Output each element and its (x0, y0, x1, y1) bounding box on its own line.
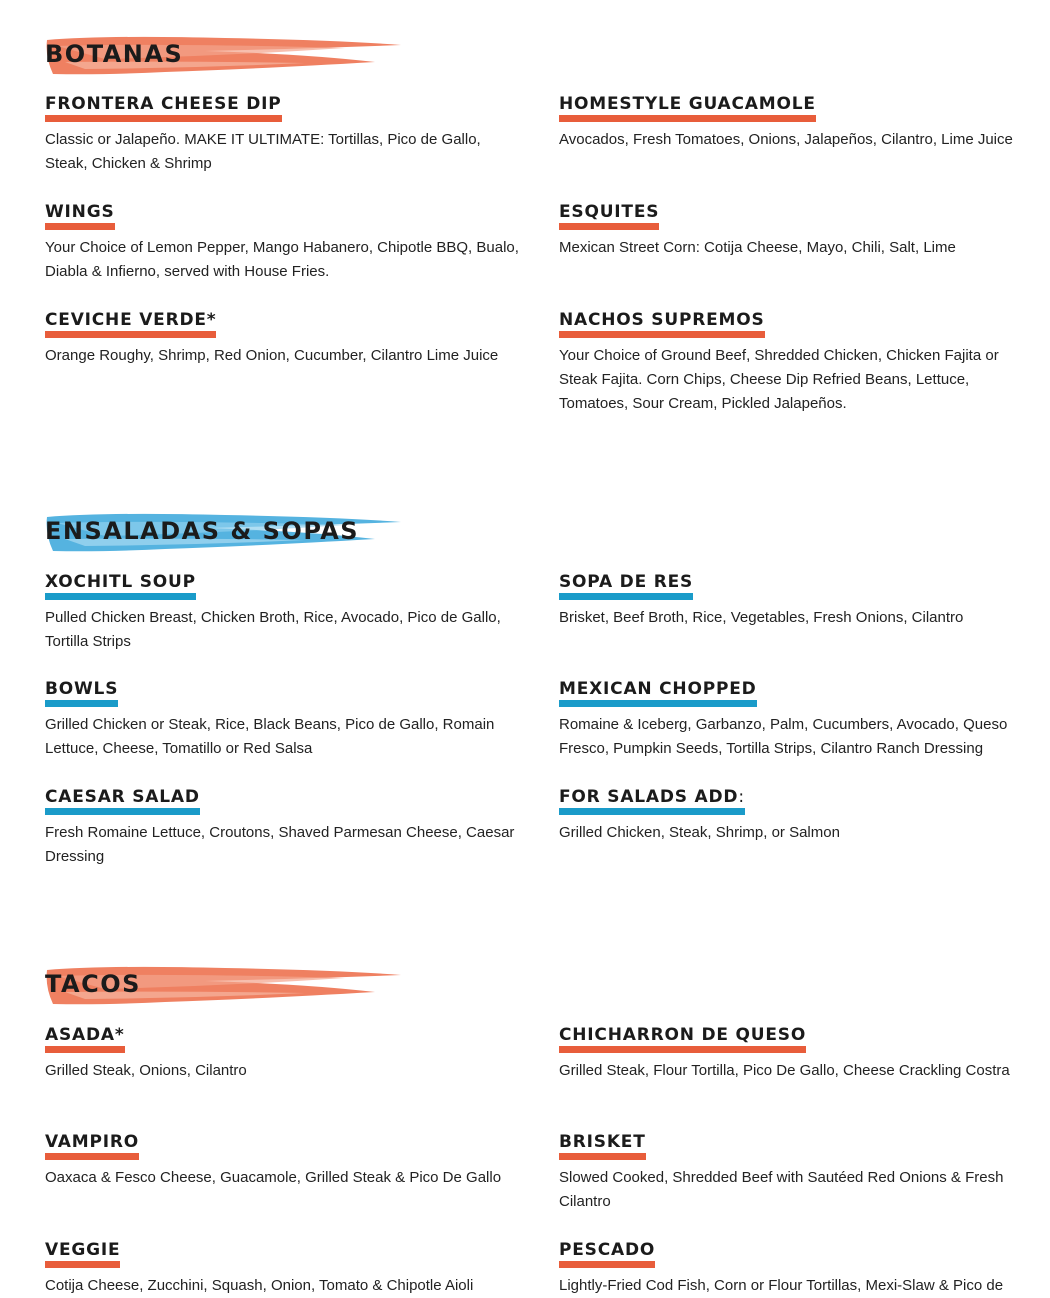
item-description: Grilled Steak, Onions, Cilantro (45, 1062, 247, 1079)
item-title: VEGGIE (45, 1240, 120, 1268)
item-description: Grilled Chicken, Steak, Shrimp, or Salmon (559, 824, 840, 841)
item-description: Avocados, Fresh Tomatoes, Onions, Jalapeños, Cilantro, Lime Juice (559, 131, 1013, 148)
item-description: Cotija Cheese, Zucchini, Squash, Onion, Tomato & Chipotle Aioli (45, 1277, 474, 1294)
item-description: Oaxaca & Fesco Cheese, Guacamole, Grilled Steak & Pico De Gallo (45, 1169, 502, 1186)
item-title (559, 787, 745, 815)
menu-item-mexican-chopped (559, 679, 1039, 761)
section-title-tacos: TACOS (45, 970, 141, 998)
item-description: Romaine & Iceberg, Garbanzo, Palm, Cucumbers, Avocado, Queso Fresco, Pumpkin Seeds, Tortilla Strips, Cilantro Ranch Dressing (559, 716, 1008, 757)
section-title-botanas: BOTANAS (45, 40, 184, 68)
item-title: CHICHARRON DE QUESO (559, 1025, 806, 1053)
item-title: BOWLS (45, 679, 118, 707)
menu-item-brisket (559, 1132, 1039, 1214)
item-description: Grilled Steak, Flour Tortilla, Pico De Gallo, Cheese Crackling Costra (559, 1062, 1010, 1079)
menu-item-for-salads-add (559, 787, 1039, 845)
item-description: Your Choice of Ground Beef, Shredded Chicken, Chicken Fajita or Steak Fajita. Corn Chips, Cheese Dip Refried Beans, Lettuce, Tomatoes, Sour Cream, Pickled Jalapeños. (559, 347, 999, 412)
menu-item-ceviche-verde (45, 310, 525, 368)
menu-item-veggie (45, 1240, 525, 1298)
menu-item-wings (45, 202, 525, 284)
menu-item-sopa-de-res (559, 572, 1039, 630)
item-description: Brisket, Beef Broth, Rice, Vegetables, Fresh Onions, Cilantro (559, 609, 964, 626)
item-title: NACHOS SUPREMOS (559, 310, 765, 338)
menu-item-caesar-salad (45, 787, 525, 869)
menu-item-chicharron-de-queso (559, 1025, 1039, 1083)
item-description: Grilled Chicken or Steak, Rice, Black Beans, Pico de Gallo, Romain Lettuce, Cheese, Tomatillo or Red Salsa (45, 716, 495, 757)
item-title: SOPA DE RES (559, 572, 693, 600)
menu-item-esquites (559, 202, 1039, 260)
item-title: CAESAR SALAD (45, 787, 200, 815)
item-description: Your Choice of Lemon Pepper, Mango Habanero, Chipotle BBQ, Bualo, Diabla & Infierno, served with House Fries. (45, 239, 519, 280)
item-title: MEXICAN CHOPPED (559, 679, 757, 707)
item-description: Mexican Street Corn: Cotija Cheese, Mayo, Chili, Salt, Lime (559, 239, 956, 256)
item-description: Classic or Jalapeño. MAKE IT ULTIMATE: Tortillas, Pico de Gallo, Steak, Chicken & Shrimp (45, 131, 481, 172)
item-description: Slowed Cooked, Shredded Beef with Sautéed Red Onions & Fresh Cilantro (559, 1169, 1004, 1210)
item-description: Fresh Romaine Lettuce, Croutons, Shaved Parmesan Cheese, Caesar Dressing (45, 824, 515, 865)
item-description: Lightly-Fried Cod Fish, Corn or Flour Tortillas, Mexi-Slaw & Pico de (559, 1277, 1004, 1294)
menu-item-bowls (45, 679, 525, 761)
item-title: WINGS (45, 202, 115, 230)
menu-item-xochitl-soup (45, 572, 525, 654)
item-title: ESQUITES (559, 202, 659, 230)
item-title: ASADA* (45, 1025, 125, 1053)
item-title: CEVICHE VERDE* (45, 310, 216, 338)
item-title: BRISKET (559, 1132, 646, 1160)
menu-item-asada (45, 1025, 525, 1083)
item-title: FRONTERA CHEESE DIP (45, 94, 282, 122)
menu-item-vampiro (45, 1132, 525, 1190)
item-description: Orange Roughy, Shrimp, Red Onion, Cucumber, Cilantro Lime Juice (45, 347, 499, 364)
item-description: Pulled Chicken Breast, Chicken Broth, Rice, Avocado, Pico de Gallo, Tortilla Strips (45, 609, 501, 650)
menu-item-nachos-supremos (559, 310, 1039, 416)
section-title-ensaladas-sopas: ENSALADAS & SOPAS (45, 517, 360, 545)
item-title-text: FOR SALADS ADD (559, 787, 739, 807)
menu-item-homestyle-guacamole (559, 94, 1039, 152)
item-title: XOCHITL SOUP (45, 572, 196, 600)
item-title-suffix: : (738, 787, 745, 807)
item-title: PESCADO (559, 1240, 655, 1268)
item-title: VAMPIRO (45, 1132, 139, 1160)
item-title: HOMESTYLE GUACAMOLE (559, 94, 816, 122)
menu-item-pescado (559, 1240, 1039, 1298)
menu-item-frontera-cheese-dip (45, 94, 525, 176)
